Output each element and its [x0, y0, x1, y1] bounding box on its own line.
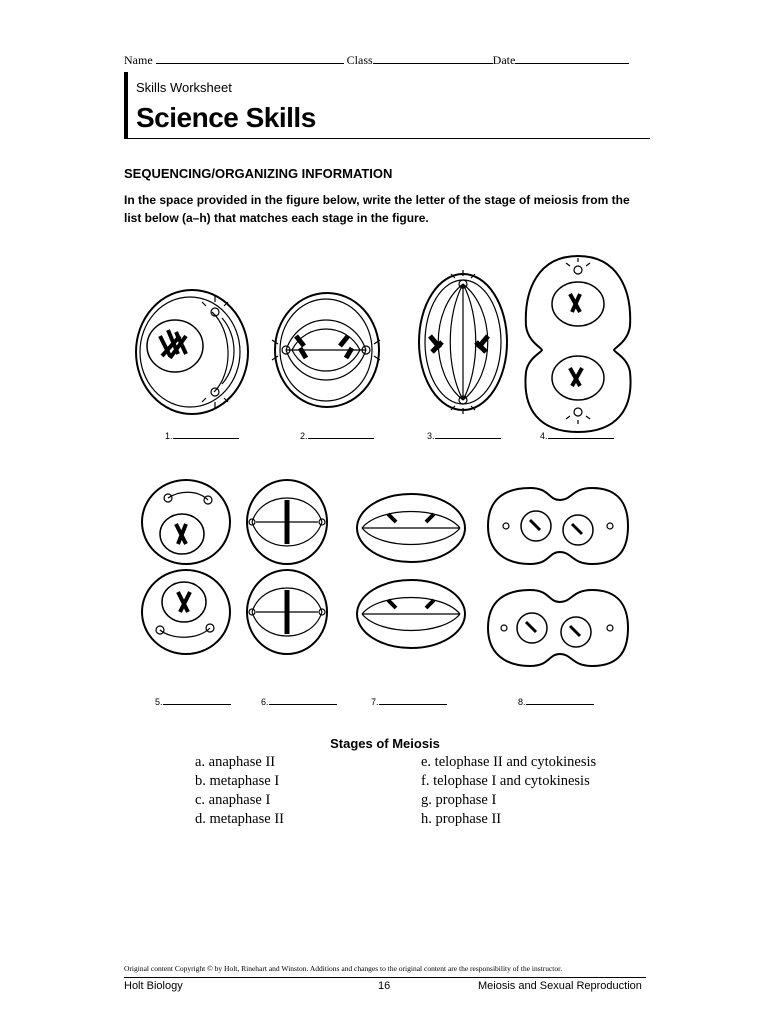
blank-number: 1.	[165, 431, 173, 441]
answer-line[interactable]	[548, 429, 614, 439]
blank-5[interactable]	[155, 695, 231, 707]
blank-number: 3.	[427, 431, 435, 441]
blank-number: 2.	[300, 431, 308, 441]
blank-2[interactable]	[300, 429, 374, 441]
cell-5-drawing	[142, 480, 230, 654]
answer-line[interactable]	[379, 695, 447, 705]
page-number: 16	[378, 980, 391, 992]
blank-number: 8.	[518, 697, 526, 707]
worksheet-kicker: Skills Worksheet	[136, 80, 232, 95]
stage-g: g. prophase I	[421, 792, 497, 808]
copyright-notice: Original content Copyright © by Holt, Rinehart and Winston. Additions and changes to the original content are the responsibility of the instructor.	[124, 964, 563, 973]
stages-heading: Stages of Meiosis	[330, 736, 440, 751]
blank-3[interactable]	[427, 429, 501, 441]
answer-line[interactable]	[308, 429, 374, 439]
answer-line[interactable]	[173, 429, 239, 439]
blank-6[interactable]	[261, 695, 337, 707]
blank-7[interactable]	[371, 695, 447, 707]
stage-b: b. metaphase I	[195, 773, 280, 789]
blank-number: 6.	[261, 697, 269, 707]
stage-e: e. telophase II and cytokinesis	[421, 754, 597, 770]
stage-h: h. prophase II	[421, 811, 502, 827]
stage-f: f. telophase I and cytokinesis	[421, 773, 590, 789]
cell-8-drawing	[488, 488, 628, 666]
blank-number: 4.	[540, 431, 548, 441]
cell-1-drawing	[136, 290, 248, 414]
footer-chapter-title: Meiosis and Sexual Reproduction	[478, 980, 642, 992]
instructions: In the space provided in the figure below, write the letter of the stage of meiosis from the list below (a–h) that matches each stage in the figure.	[124, 193, 630, 225]
cell-6-drawing	[247, 480, 327, 654]
name-label: Name	[124, 53, 153, 67]
stage-d: d. metaphase II	[195, 811, 284, 827]
blank-4[interactable]	[540, 429, 614, 441]
answer-line[interactable]	[435, 429, 501, 439]
section-heading: SEQUENCING/ORGANIZING INFORMATION	[124, 166, 393, 181]
answer-line[interactable]	[269, 695, 337, 705]
cell-2-drawing	[272, 293, 380, 407]
blank-8[interactable]	[518, 695, 594, 707]
footer-divider	[124, 977, 646, 978]
footer-book-title: Holt Biology	[124, 980, 183, 992]
page-title: Science Skills	[136, 102, 316, 133]
class-label: Class	[346, 53, 373, 67]
blank-number: 7.	[371, 697, 379, 707]
stage-a: a. anaphase II	[195, 754, 276, 770]
cell-7-drawing	[357, 494, 465, 648]
stage-c: c. anaphase I	[195, 792, 271, 808]
blank-number: 5.	[155, 697, 163, 707]
answer-line[interactable]	[526, 695, 594, 705]
answer-line[interactable]	[163, 695, 231, 705]
blank-1[interactable]	[165, 429, 239, 441]
cell-3-drawing	[419, 270, 507, 414]
cell-4-drawing	[525, 256, 630, 432]
date-label: Date	[492, 53, 516, 67]
